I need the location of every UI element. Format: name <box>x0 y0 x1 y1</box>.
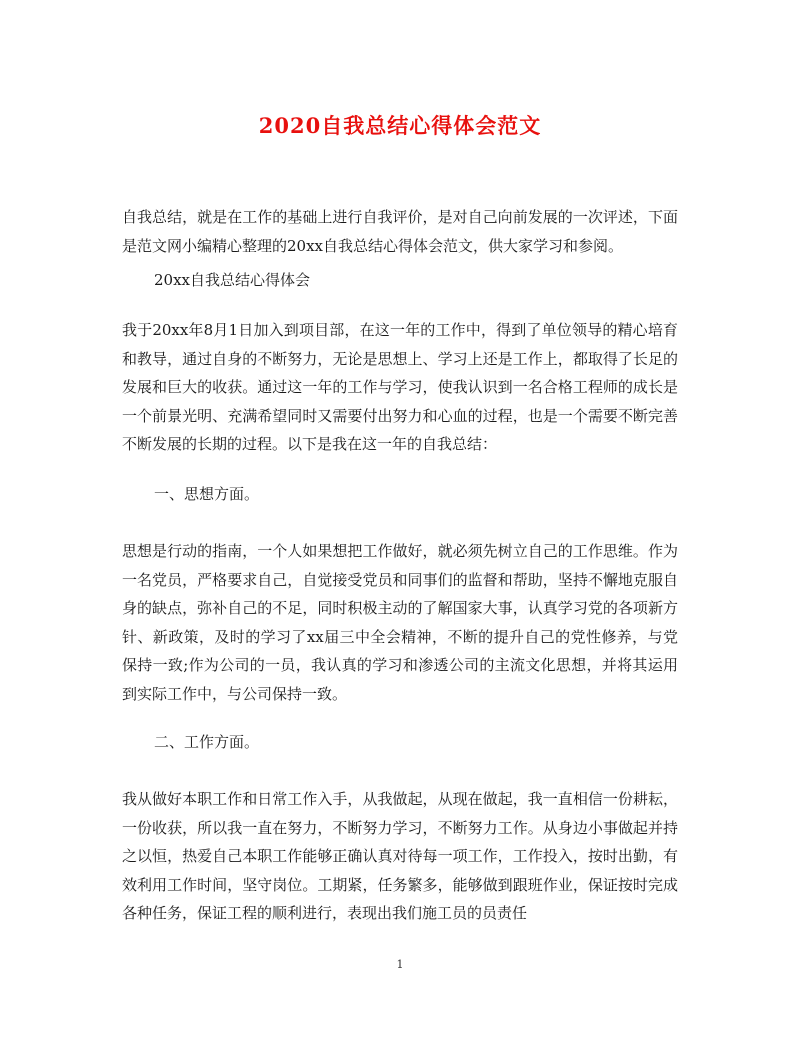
page-number: 1 <box>396 958 404 971</box>
section-thought-paragraph: 思想是行动的指南，一个人如果想把工作做好，就必须先树立自己的工作思维。作为一名党员，严格要求自己，自觉接受党员和同事们的监督和帮助，坚持不懈地克服自身的缺点，弥补自己的不足，同时积极主动的了解国家大事，认真学习党的各项新方针、新政策，及时的学习了xx届三中全会精神，不断的提升自己的党性修养，与党保持一致;作为公司的一员，我认真的学习和渗透公司的主流文化思想，并将其运用到实际工作中，与公司保持一致。 <box>122 542 678 703</box>
section-work-paragraph: 我从做好本职工作和日常工作入手，从我做起，从现在做起，我一直相信一份耕耘，一份收获，所以我一直在努力，不断努力学习，不断努力工作。从身边小事做起并持之以恒，热爱自己本职工作能够正确认真对待每一项工作，工作投入，按时出勤，有效利用工作时间，坚守岗位。工期紧，任务繁多，能够做到跟班作业，保证按时完成各种任务，保证工程的顺利进行，表现出我们施工员的员责任 <box>122 790 678 922</box>
section-thought-heading: 一、思想方面。 <box>154 485 260 503</box>
work-summary-paragraph: 我于20xx年8月1日加入到项目部，在这一年的工作中，得到了单位领导的精心培育和教导，通过自身的不断努力，无论是思想上、学习上还是工作上，都取得了长足的发展和巨大的收获。通过这一年的工作与学习，使我认识到一名合格工程师的成长是一个前景光明、充满希望同时又需要付出努力和心血的过程，也是一个需要不断完善不断发展的长期的过程。以下是我在这一年的自我总结： <box>122 321 678 453</box>
document-title: 2020自我总结心得体会范文 <box>258 113 542 138</box>
section-work-heading: 二、工作方面。 <box>154 733 260 751</box>
subtitle-heading: 20xx自我总结心得体会 <box>154 271 311 289</box>
intro-paragraph: 自我总结，就是在工作的基础上进行自我评价，是对自己向前发展的一次评述，下面是范文网小编精心整理的20xx自我总结心得体会范文，供大家学习和参阅。 <box>122 208 678 255</box>
